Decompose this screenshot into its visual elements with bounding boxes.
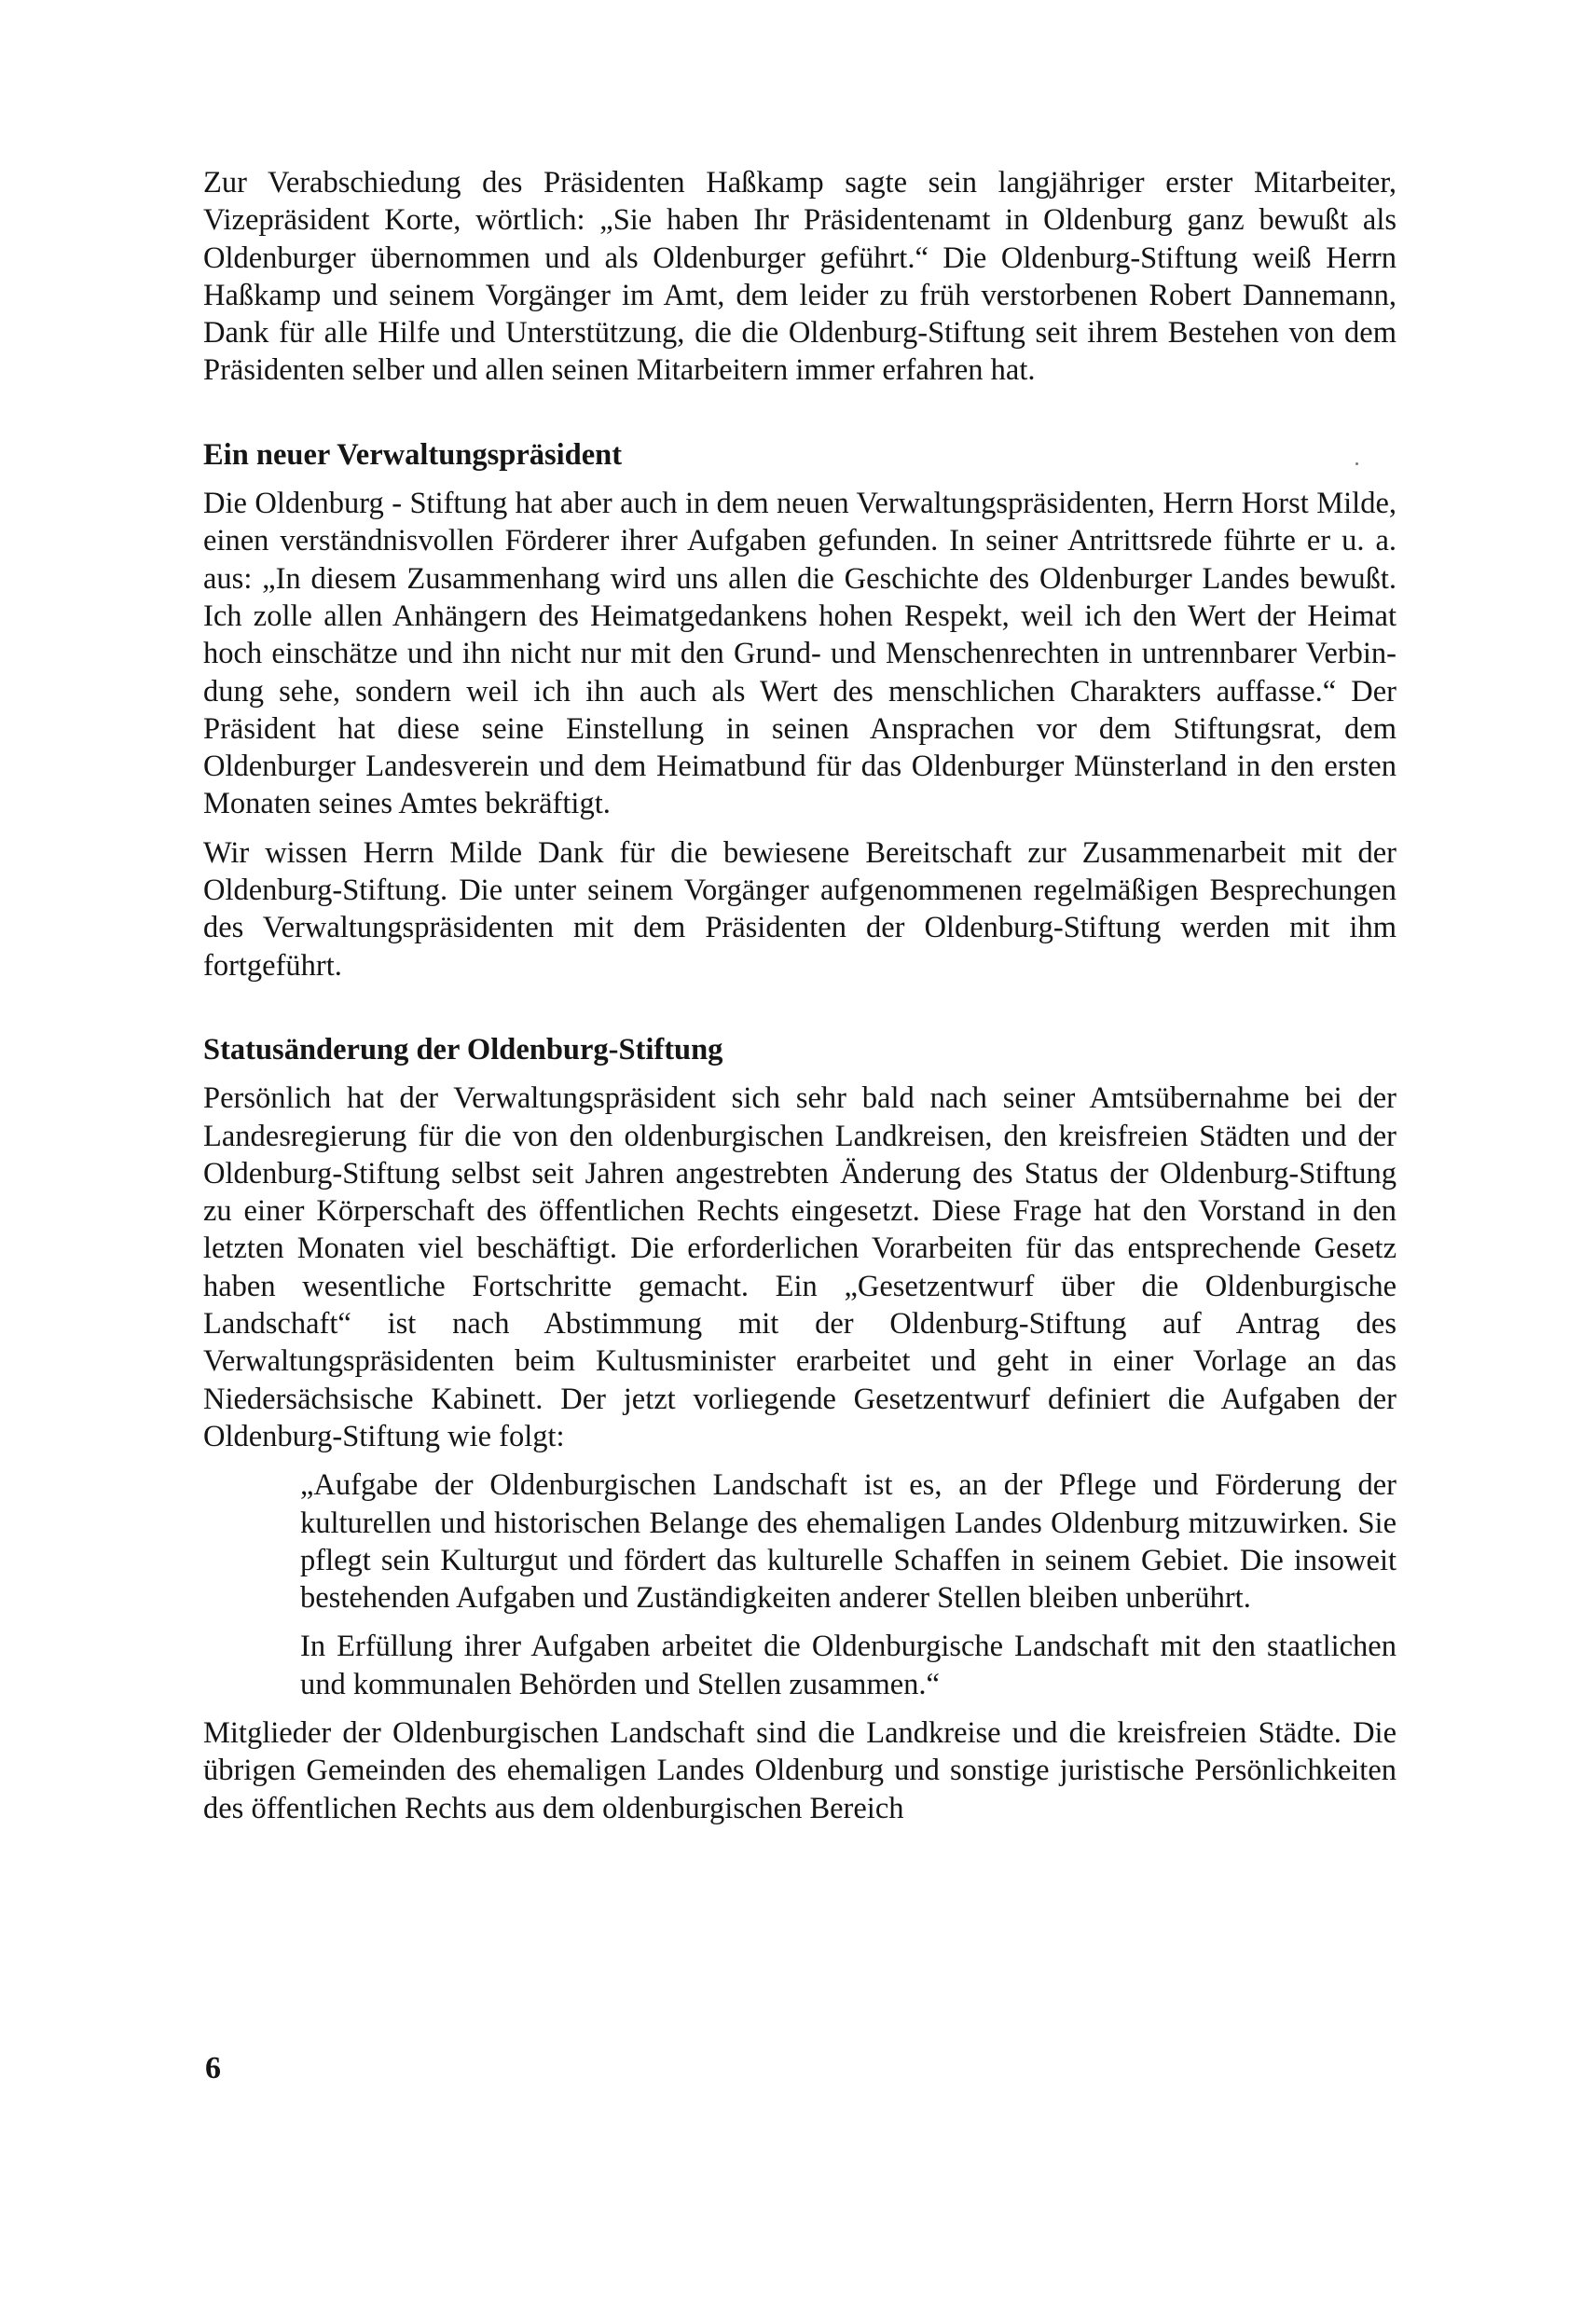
page-number: 6 — [205, 2051, 221, 2085]
paragraph-new-president: Die Oldenburg - Stiftung hat aber auch in dem neuen Verwaltungspräsidenten, Herrn Horst Milde, einen verständnisvollen Förderer ihrer Aufgaben gefunden. In seiner Antrittsrede führte er u. a. aus: „In diesem Zusammenhang wird uns allen die Geschichte des Oldenburger Landes bewußt. Ich zolle allen Anhängern des Heimatgedankens hohen Respekt, weil ich den Wert der Heimat hoch einschätze und ihn nicht nur mit den Grund- und Menschenrechten in untrennbarer Verbindung sehe, sondern weil ich ihn auch als Wert des menschlichen Charakters auffasse.“ Der Präsident hat diese seine Einstellung in seinen Ansprachen vor dem Stiftungsrat, dem Oldenburger Landesverein und dem Heimatbund für das Oldenburger Münsterland in den ersten Monaten seines Amtes bekräftigt. — [203, 487, 1396, 821]
quote-cooperation: In Erfüllung ihrer Aufgaben arbeitet die Oldenburgische Landschaft mit den staatlichen und kommunalen Behörden und Stellen zusammen.“ — [300, 1630, 1396, 1701]
heading-status-change: Statusänderung der Oldenburg-Stiftung — [203, 1032, 723, 1067]
paragraph-status-change: Persönlich hat der Verwaltungspräsident sich sehr bald nach seiner Amtsübernahme bei der Landesregierung für die von den oldenburgischen Landkreisen, den kreisfreien Städten und der Oldenburg-Stiftung selbst seit Jahren angestrebten Änderung des Status der Oldenburg-Stiftung zu einer Körperschaft des öffentlichen Rechts eingesetzt. Diese Frage hat den Vorstand in den letzten Monaten viel beschäftigt. Die erforderlichen Vorarbeiten für das entsprechende Gesetz haben wesentliche Fortschritte gemacht. Ein „Gesetzentwurf über die Oldenburgische Landschaft“ ist nach Abstimmung mit der Oldenburg-Stiftung auf Antrag des Verwaltungspräsidenten beim Kultusminister erarbeitet und geht in einer Vorlage an das Niedersächsische Kabinett. Der jetzt vorliegende Gesetzentwurf definiert die Aufgaben der Oldenburg-Stiftung wie folgt: — [203, 1081, 1396, 1453]
margin-speck — [1355, 462, 1358, 465]
paragraph-thanks-milde: Wir wissen Herrn Milde Dank für die bewiesene Bereitschaft zur Zusammenarbeit mit der Oldenburg-Stiftung. Die unter seinem Vorgänger aufgenommenen regelmäßigen Besprechungen des Verwaltungspräsidenten mit dem Präsidenten der Oldenburg-Stiftung werden mit ihm fortgeführt. — [203, 835, 1396, 983]
quote-tasks: „Aufgabe der Oldenburgischen Landschaft ist es, an der Pflege und Förderung der kulturellen und historischen Belange des ehemaligen Landes Oldenburg mitzuwirken. Sie pflegt sein Kulturgut und fördert das kulturelle Schaffen in seinem Gebiet. Die insoweit bestehenden Aufgaben und Zuständigkeiten anderer Stellen bleiben unberührt. — [300, 1468, 1396, 1616]
paragraph-members: Mitglieder der Oldenburgischen Landschaft sind die Landkreise und die kreisfreien Städte. Die übrigen Gemeinden des ehemaligen Landes Oldenburg und sonstige juristische Persönlichkeiten des öffentlichen Rechts aus dem oldenburgischen Bereich — [203, 1715, 1396, 1825]
body-text — [203, 164, 1396, 1838]
paragraph-farewell: Zur Verabschiedung des Präsidenten Haßkamp sagte sein langjähriger erster Mitarbeiter, Vizepräsident Korte, wörtlich: „Sie haben Ihr Präsidentenamt in Oldenburg ganz bewußt als Oldenburger übernommen und als Oldenburger geführt.“ Die Oldenburg-Stiftung weiß Herrn Haßkamp und seinem Vorgänger im Amt, dem leider zu früh verstorbenen Robert Dannemann, Dank für alle Hilfe und Unterstützung, die die Oldenburg-Stiftung seit ihrem Bestehen von dem Präsidenten selber und allen seinen Mitarbeitern immer erfahren hat. — [203, 166, 1396, 388]
heading-new-president: Ein neuer Verwaltungspräsident — [203, 437, 623, 472]
